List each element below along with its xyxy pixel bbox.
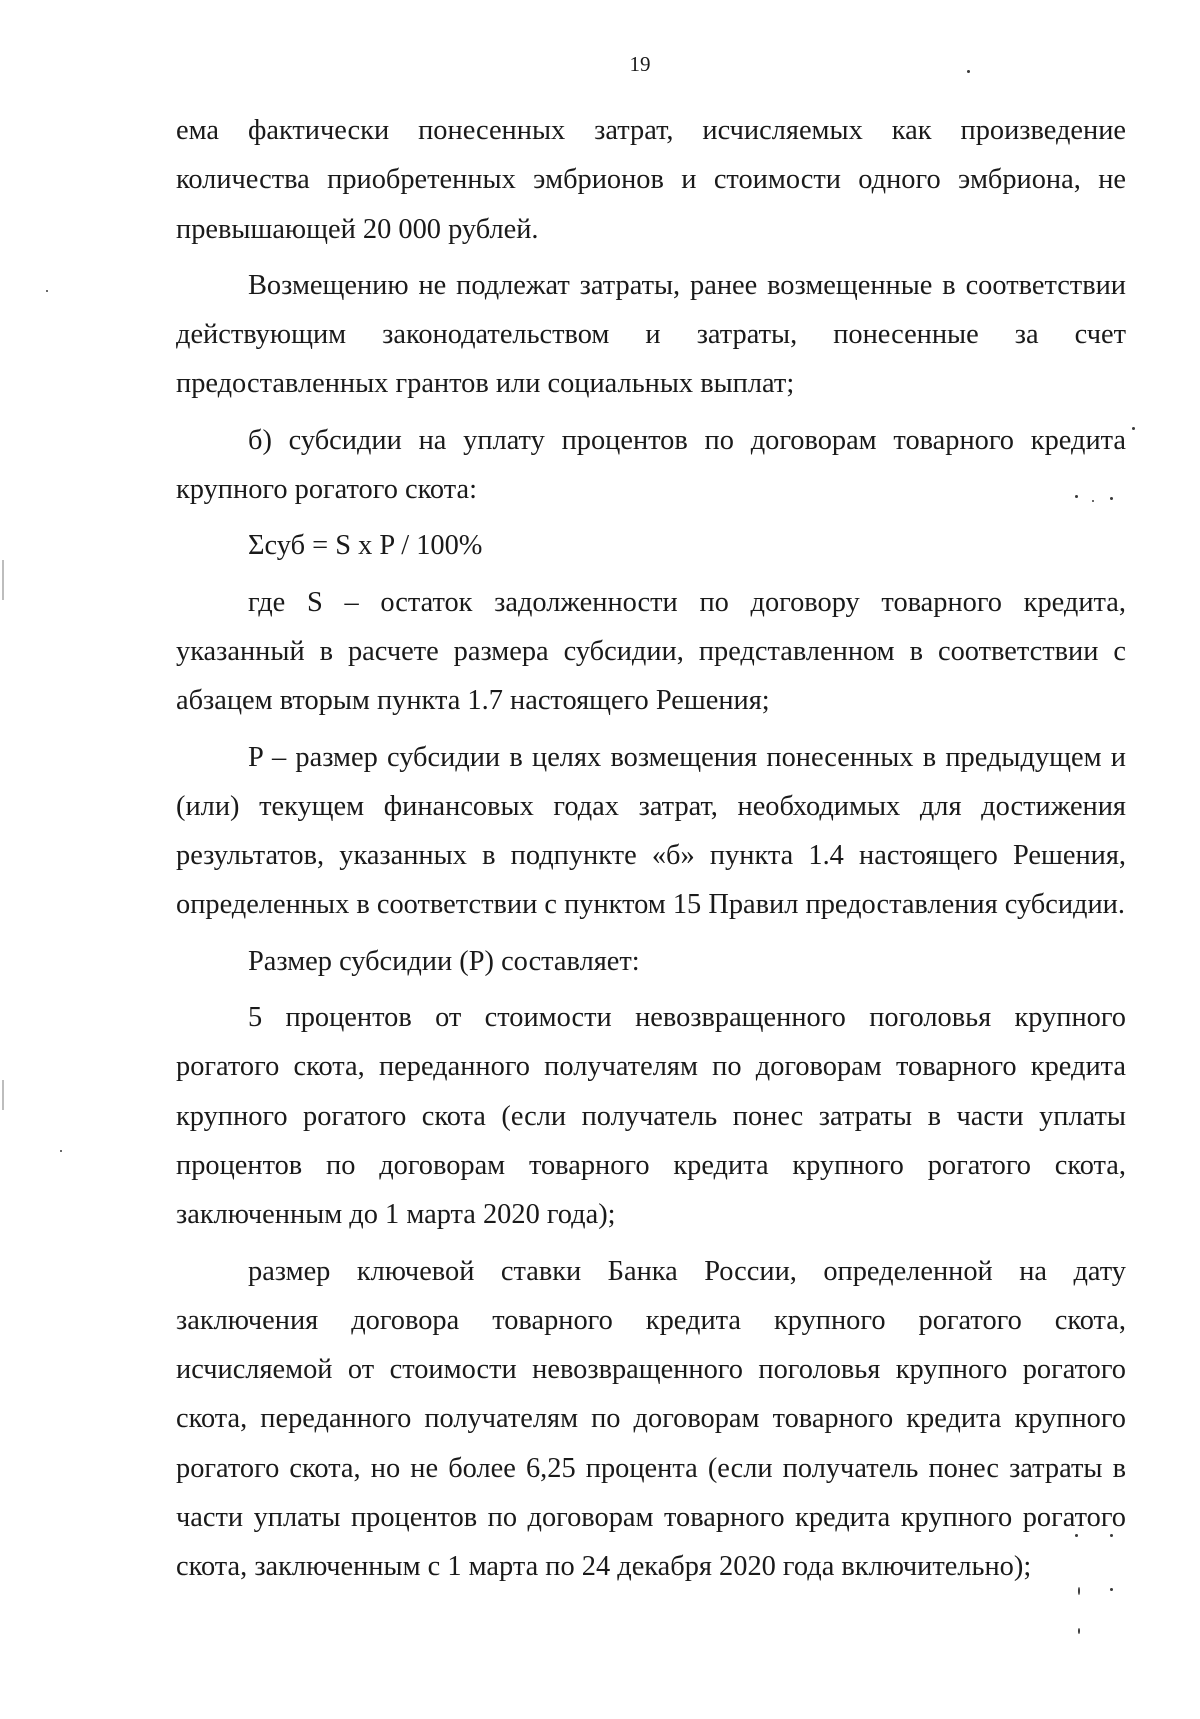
scan-speck (1110, 497, 1113, 500)
scan-speck (1110, 1588, 1113, 1591)
paragraph-2: Возмещению не подлежат затраты, ранее возмещенные в соответствии действующим законодательством и затраты, понесенные за счет предоставленных грантов или социальных выплат; (176, 269, 1126, 400)
scan-edge-mark (2, 560, 4, 600)
scan-speck (1132, 427, 1135, 430)
document-body (176, 106, 1126, 1592)
scan-speck (1075, 495, 1078, 498)
scan-speck (1078, 1587, 1080, 1595)
paragraph-1: ема фактически понесенных затрат, исчисляемых как произведение количества приобретенных эмбрионов и стоимости одного эмбриона, не превышающей 20 000 рублей. (176, 115, 1126, 245)
paragraph-6: Размер субсидии (P) составляет: (248, 945, 640, 977)
page-number: 19 (629, 52, 651, 76)
scan-speck (967, 70, 970, 73)
paragraph-8: размер ключевой ставки Банка России, определенной на дату заключения договора товарного кредита крупного рогатого скота, исчисляемой от стоимости невозвращенного поголовья крупного рогатого скота, переданного получателям по договорам товарного кредита крупного рогатого скота, но не более 6,25 процента (если получатель понес затраты в части уплаты процентов по договорам товарного кредита крупного рогатого скота, заключенным с 1 марта по 24 декабря 2020 года включительно); (176, 1255, 1126, 1583)
paragraph-3: б) субсидии на уплату процентов по договорам товарного кредита крупного рогатого скота: (176, 424, 1126, 506)
paragraph-5: P – размер субсидии в целях возмещения понесенных в предыдущем и (или) текущем финансовых годах затрат, необходимых для достижения результатов, указанных в подпункте «б» пункта 1.4 настоящего Решения, определенных в соответствии с пунктом 15 Правил предоставления субсидии. (176, 741, 1126, 921)
scan-speck (1092, 500, 1094, 502)
paragraph-4: где S – остаток задолженности по договору товарного кредита, указанный в расчете размера субсидии, представленном в соответствии с абзацем вторым пункта 1.7 настоящего Решения; (176, 586, 1126, 717)
scan-speck (46, 290, 48, 292)
scan-speck (1075, 1534, 1078, 1537)
formula: Σсуб = S x P / 100% (248, 530, 483, 562)
paragraph-7: 5 процентов от стоимости невозвращенного поголовья крупного рогатого скота, переданного получателям по договорам товарного кредита крупного рогатого скота (если получатель понес затраты в части уплаты процентов по договорам товарного кредита крупного рогатого скота, заключенным до 1 марта 2020 года); (176, 1002, 1126, 1231)
scan-speck (1078, 1628, 1080, 1634)
scan-speck (60, 1150, 62, 1152)
scan-edge-mark (2, 1080, 4, 1110)
scan-speck (1110, 1534, 1113, 1537)
